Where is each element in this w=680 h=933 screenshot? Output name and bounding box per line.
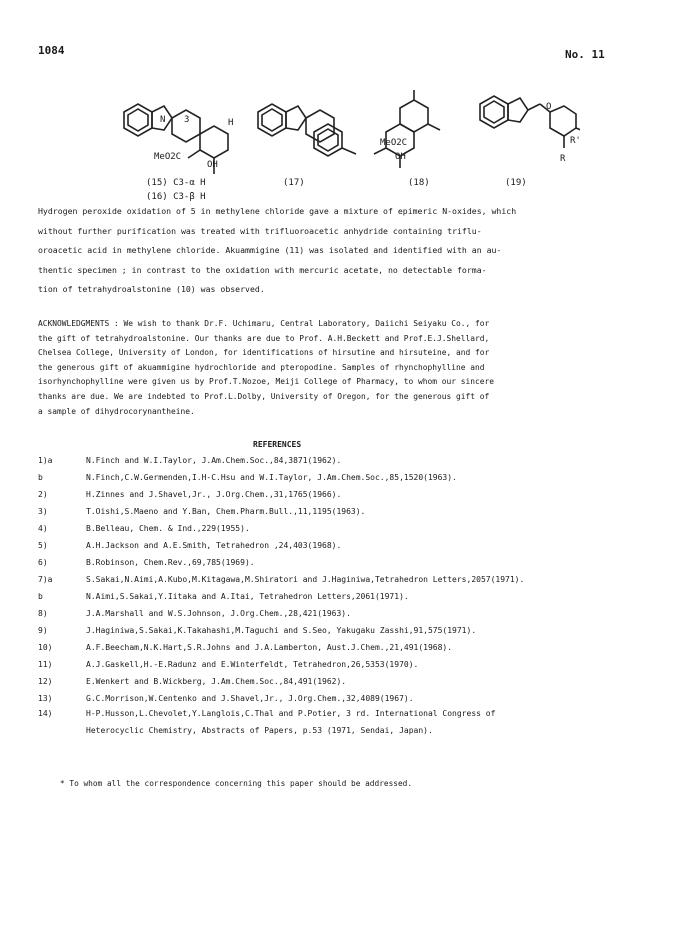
reference-item — [38, 490, 658, 502]
references-title: REFERENCES — [253, 440, 302, 449]
reference-item — [38, 592, 658, 604]
reference-item — [38, 575, 658, 587]
paragraph-line: without further purification was treated with trifluoroacetic anhydride containing triflu- — [38, 225, 482, 236]
label-meo2c: MeO2C — [154, 152, 182, 162]
label-oh-18: OH — [395, 152, 406, 162]
paragraph-oxidation — [38, 202, 516, 300]
reference-text: B.Robinson, Chem.Rev.,69,785(1969). — [86, 558, 255, 567]
reference-item — [38, 694, 658, 706]
reference-text: N.Aimi,S.Sakai,Y.Iitaka and A.Itai, Tetrahedron Letters,2061(1971). — [86, 592, 409, 601]
label-n: N — [160, 115, 166, 125]
reference-number: 6) — [38, 558, 48, 567]
reference-item — [38, 643, 658, 655]
reference-text: J.Haginiwa,S.Sakai,K.Takahashi,M.Taguchi and S.Seo, Yakugaku Zasshi,91,575(1971). — [86, 626, 477, 635]
reference-number: 8) — [38, 609, 48, 618]
paragraph-line: oroacetic acid in methylene chloride. Akuammigine (11) was isolated and identified with an au- — [38, 245, 502, 255]
footnote: * To whom all the correspondence concerning this paper should be addressed. — [60, 779, 413, 788]
reference-number: 14) — [38, 709, 53, 718]
reference-item — [38, 541, 658, 553]
label-h: H — [228, 118, 234, 128]
reference-number: 2) — [38, 490, 48, 499]
reference-text: S.Sakai,N.Aimi,A.Kubo,M.Kitagawa,M.Shiratori and J.Haginiwa,Tetrahedron Letters,2057(1971). — [86, 575, 525, 584]
structure-17 — [258, 104, 356, 156]
reference-number: b — [38, 473, 43, 482]
issue-number: No. 11 — [565, 48, 605, 61]
reference-number: 4) — [38, 524, 48, 533]
paragraph-line: thentic specimen ; in contrast to the oxidation with mercuric acetate, no detectable forma- — [38, 264, 487, 275]
reference-text: N.Finch,C.W.Germenden,I.H-C.Hsu and W.I.Taylor, J.Am.Chem.Soc.,85,1520(1963). — [86, 473, 457, 482]
ack-line: isorhynchophylline were given us by Prof.T.Nozoe, Meiji College of Pharmacy, to whom our sincere — [38, 377, 495, 387]
reference-item — [38, 507, 658, 519]
reference-text: H-P.Husson,L.Chevolet,Y.Langlois,C.Thal and P.Potier, 3 rd. International Congress of — [86, 709, 496, 718]
reference-number: 9) — [38, 626, 48, 635]
reference-item — [38, 709, 658, 721]
reference-text: T.Oishi,S.Maeno and Y.Ban, Chem.Pharm.Bull.,11,1195(1963). — [86, 507, 366, 516]
ack-line: the generous gift of akuammigine hydrochloride and pteropodine. Samples of rhynchophylline and — [38, 362, 485, 372]
reference-item — [38, 626, 658, 638]
ack-line: thanks are due. We are indebted to Prof.L.Dolby, University of Oregon, for the generous gift of — [38, 391, 490, 401]
reference-number: 13) — [38, 694, 53, 703]
reference-item — [38, 609, 658, 621]
reference-text: H.Zinnes and J.Shavel,Jr., J.Org.Chem.,31,1765(1966). — [86, 490, 342, 499]
reference-text: A.H.Jackson and A.E.Smith, Tetrahedron ,24,403(1968). — [86, 541, 342, 550]
ack-line: the gift of tetrahydroalstonine. Our thanks are due to Prof. A.H.Beckett and Prof.E.J.Shellard, — [38, 333, 490, 343]
reference-text: B.Belleau, Chem. & Ind.,229(1955). — [86, 524, 250, 533]
reference-item — [38, 524, 658, 536]
structure-drawing — [100, 82, 580, 192]
compound-label-17: (17) — [283, 178, 305, 188]
chemical-structures — [100, 82, 580, 192]
reference-text: A.J.Gaskell,H.-E.Radunz and E.Winterfeldt, Tetrahedron,26,5353(1970). — [86, 660, 419, 669]
reference-text: N.Finch and W.I.Taylor, J.Am.Chem.Soc.,84,3871(1962). — [86, 456, 342, 465]
page-number: 1084 — [38, 44, 65, 57]
reference-item — [38, 677, 658, 689]
reference-item — [38, 726, 658, 738]
structure-18 — [374, 90, 440, 168]
label-r-prime: R' — [570, 136, 581, 146]
structure-19 — [480, 96, 580, 148]
compound-label-16: (16) C3-β H — [146, 192, 206, 202]
reference-text: G.C.Morrison,W.Centenko and J.Shavel,Jr., J.Org.Chem.,32,4089(1967). — [86, 694, 414, 703]
ack-line: Chelsea College, University of London, for identifications of hirsutine and hirsuteine, and for — [38, 348, 490, 358]
ack-line: ACKNOWLEDGMENTS : We wish to thank Dr.F. Uchimaru, Central Laboratory, Daiichi Seiyaku Co., for — [38, 319, 490, 328]
reference-number: b — [38, 592, 43, 601]
reference-item — [38, 456, 658, 468]
reference-item — [38, 660, 658, 672]
paragraph-line: tion of tetrahydroalstonine (10) was observed. — [38, 284, 265, 294]
compound-label-18: (18) — [408, 178, 430, 188]
label-meo2c-18: MeO2C — [380, 138, 408, 148]
reference-number: 5) — [38, 541, 48, 550]
reference-number: 1)a — [38, 456, 53, 465]
label-oh: OH — [207, 160, 218, 170]
label-r: R — [560, 154, 566, 164]
compound-label-15: (15) C3-α H — [146, 178, 206, 188]
reference-number: 12) — [38, 677, 53, 686]
reference-text: A.F.Beecham,N.K.Hart,S.R.Johns and J.A.Lamberton, Aust.J.Chem.,21,491(1968). — [86, 643, 453, 652]
label-3: 3 — [184, 115, 190, 125]
compound-label-19: (19) — [505, 178, 527, 188]
reference-item — [38, 558, 658, 570]
reference-number: 11) — [38, 660, 53, 669]
reference-number: 10) — [38, 643, 53, 652]
reference-number: 7)a — [38, 575, 53, 584]
reference-item — [38, 473, 658, 485]
label-o: O — [546, 102, 552, 112]
reference-text: Heterocyclic Chemistry, Abstracts of Papers, p.53 (1971, Sendai, Japan). — [86, 726, 433, 735]
reference-text: J.A.Marshall and W.S.Johnson, J.Org.Chem.,28,421(1963). — [86, 609, 351, 618]
reference-number: 3) — [38, 507, 48, 516]
ack-line: a sample of dihydrocorynantheine. — [38, 406, 195, 416]
acknowledgments — [38, 317, 494, 419]
reference-text: E.Wenkert and B.Wickberg, J.Am.Chem.Soc.,84,491(1962). — [86, 677, 347, 686]
paragraph-line: Hydrogen peroxide oxidation of 5 in methylene chloride gave a mixture of epimeric N-oxides, which — [38, 206, 517, 216]
